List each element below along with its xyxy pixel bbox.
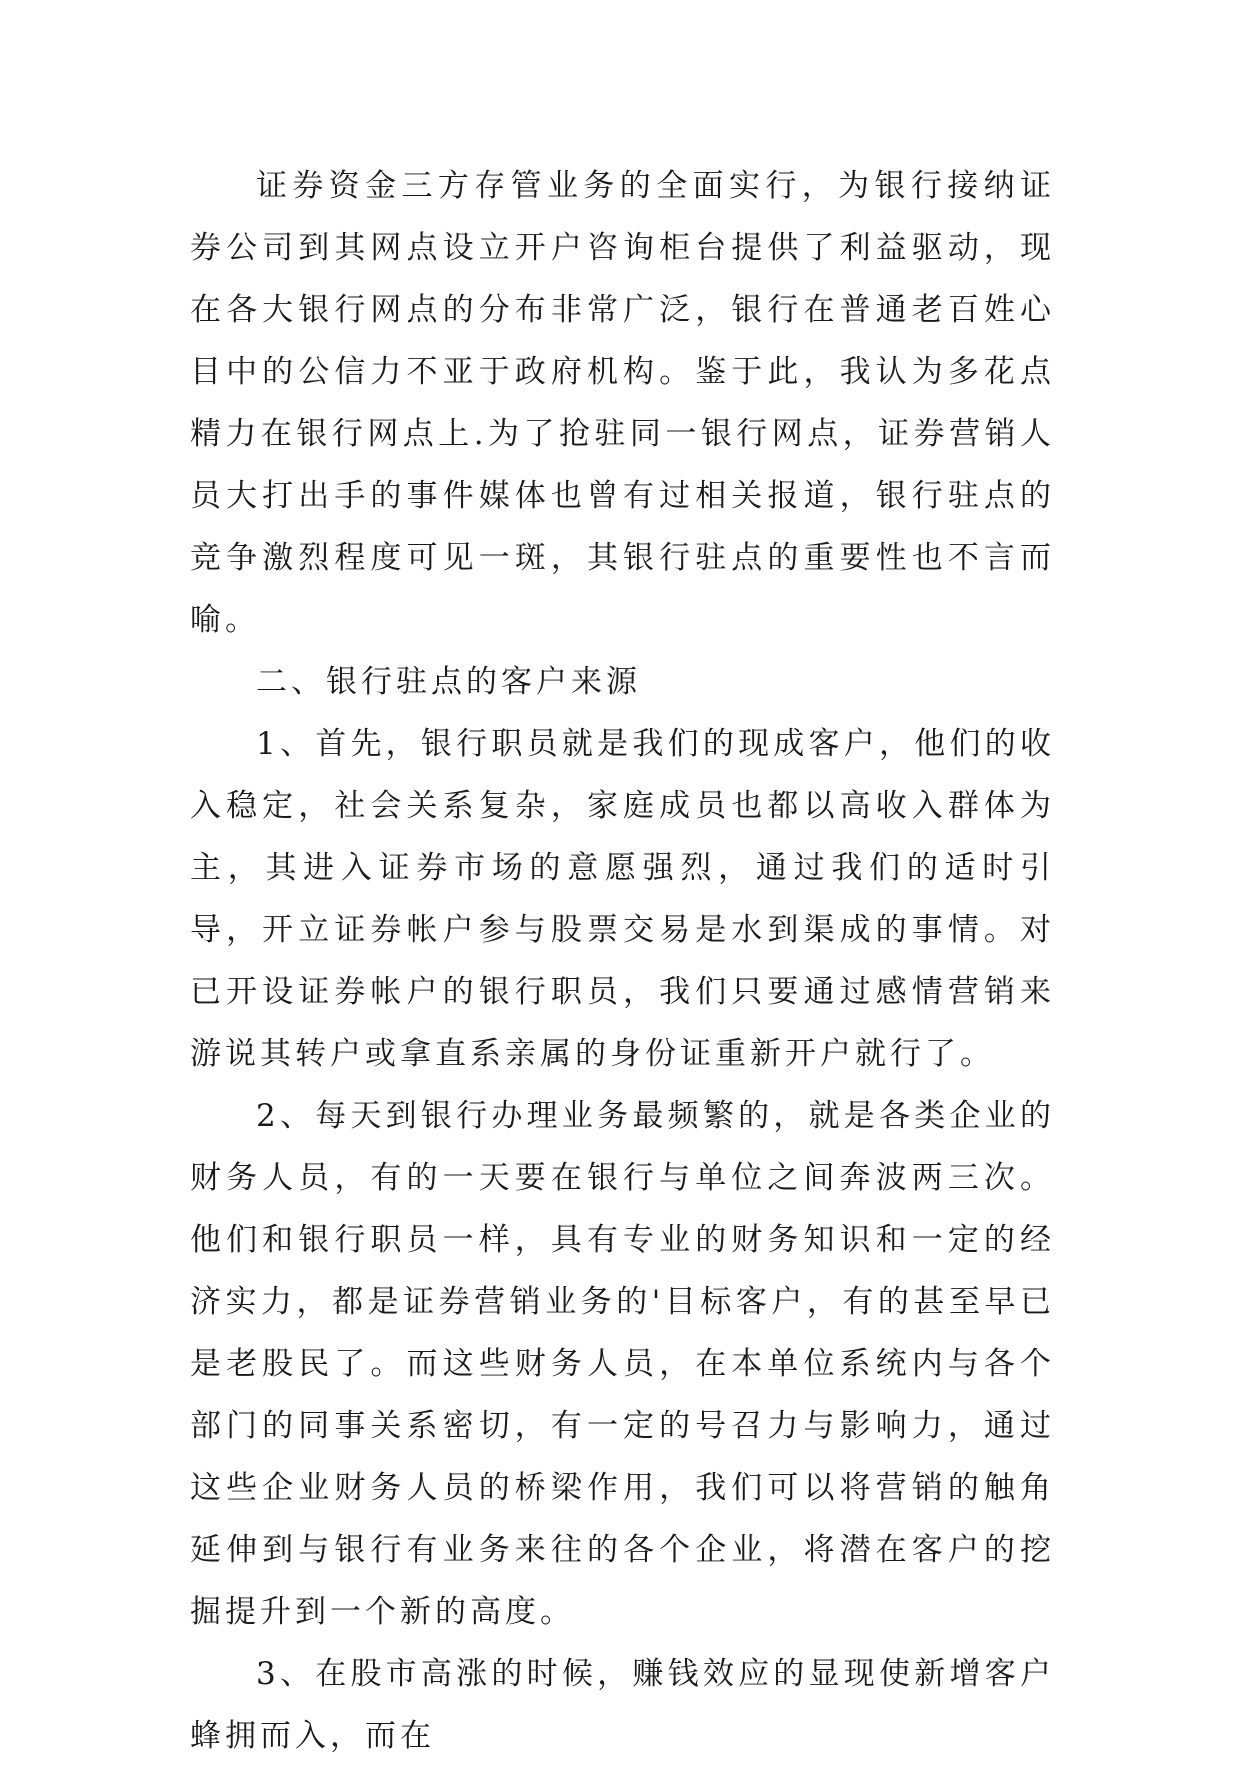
paragraph-point-3: 3、在股市高涨的时候，赚钱效应的显现使新增客户蜂拥而入，而在 — [190, 1656, 1055, 1754]
paragraph-intro: 证券资金三方存管业务的全面实行，为银行接纳证券公司到其网点设立开户咨询柜台提供了利益驱动，现在各大银行网点的分布非常广泛，银行在普通老百姓心目中的公信力不亚于政府机构。鉴于此，我认为多花点精力在银行网点上.为了抢驻同一银行网点，证券营销人员大打出手的事件媒体也曾有过相关报道，银行驻点的竞争激烈程度可见一斑，其银行驻点的重要性也不言而喻。 — [190, 168, 1055, 638]
paragraph-point-2: 2、每天到银行办理业务最频繁的，就是各类企业的财务人员，有的一天要在银行与单位之间奔波两三次。他们和银行职员一样，具有专业的财务知识和一定的经济实力，都是证券营销业务的'目标客户，有的甚至早已是老股民了。而这些财务人员，在本单位系统内与各个部门的同事关系密切，有一定的号召力与影响力，通过这些企业财务人员的桥梁作用，我们可以将营销的触角延伸到与银行有业务来往的各个企业，将潜在客户的挖掘提升到一个新的高度。 — [190, 1098, 1055, 1630]
section-heading: 二、银行驻点的客户来源 — [256, 664, 641, 700]
body-text — [190, 155, 1055, 1767]
paragraph-point-1: 1、首先，银行职员就是我们的现成客户，他们的收入稳定，社会关系复杂，家庭成员也都以高收入群体为主，其进入证券市场的意愿强烈，通过我们的适时引导，开立证券帐户参与股票交易是水到渠成的事情。对已开设证券帐户的银行职员，我们只要通过感情营销来游说其转户或拿直系亲属的身份证重新开户就行了。 — [190, 726, 1055, 1072]
